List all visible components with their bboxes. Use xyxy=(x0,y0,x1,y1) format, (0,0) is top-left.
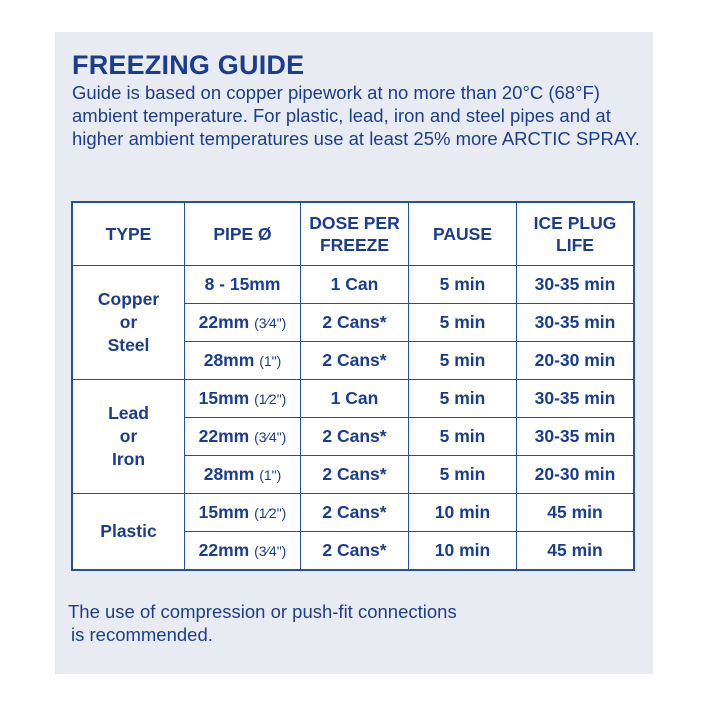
dose-cell: 2 Cans* xyxy=(301,304,409,342)
ice-plug-life-cell: 20-30 min xyxy=(517,342,635,380)
pipe-size-inch: (3⁄4") xyxy=(254,315,287,331)
ice-plug-life-cell: 45 min xyxy=(517,532,635,571)
pipe-cell xyxy=(185,380,301,418)
pipe-cell xyxy=(185,342,301,380)
header-pipe-diameter: PIPE Ø xyxy=(185,202,301,266)
pause-cell: 5 min xyxy=(409,266,517,304)
pipe-cell xyxy=(185,304,301,342)
dose-cell: 2 Cans* xyxy=(301,494,409,532)
pause-cell: 5 min xyxy=(409,304,517,342)
pipe-size-inch: (3⁄4") xyxy=(254,429,287,445)
pipe-size-inch: (1") xyxy=(259,353,282,369)
ice-plug-life-cell: 30-35 min xyxy=(517,380,635,418)
pipe-cell xyxy=(185,532,301,571)
pipe-size-inch: (1⁄2") xyxy=(254,391,287,407)
pipe-size: 15mm xyxy=(198,502,250,522)
dose-cell: 1 Can xyxy=(301,380,409,418)
pause-cell: 10 min xyxy=(409,494,517,532)
page-title: FREEZING GUIDE xyxy=(72,50,305,80)
type-cell xyxy=(72,494,185,571)
type-cell xyxy=(72,380,185,494)
header-dose-per-freeze xyxy=(301,202,409,266)
intro-text: Guide is based on copper pipework at no more than 20°C (68°F) ambient temperature. For plastic, lead, iron and steel pipes and at higher ambient temperatures use at least 25% more ARCTIC SPRAY. xyxy=(72,82,640,149)
type-line: Lead xyxy=(108,403,149,423)
dose-cell: 2 Cans* xyxy=(301,532,409,571)
type-line: or xyxy=(119,426,138,446)
type-line: Steel xyxy=(107,335,150,355)
header-type: TYPE xyxy=(72,202,185,266)
pipe-cell xyxy=(185,418,301,456)
pause-cell: 5 min xyxy=(409,380,517,418)
dose-cell: 2 Cans* xyxy=(301,342,409,380)
pipe-size: 28mm xyxy=(203,350,255,370)
type-line: Copper xyxy=(97,289,160,309)
ice-plug-life-cell: 45 min xyxy=(517,494,635,532)
pipe-size: 22mm xyxy=(198,540,250,560)
dose-cell: 2 Cans* xyxy=(301,418,409,456)
table-body xyxy=(72,266,634,571)
footer-line-2: is recommended. xyxy=(71,624,213,645)
ice-plug-life-cell: 30-35 min xyxy=(517,418,635,456)
type-cell xyxy=(72,266,185,380)
header-pause: PAUSE xyxy=(409,202,517,266)
type-line: or xyxy=(119,312,138,332)
pipe-size: 22mm xyxy=(198,312,250,332)
footer-line-1: The use of compression or push-fit connections xyxy=(68,601,457,622)
freezing-guide-panel xyxy=(55,32,653,674)
pipe-size: 15mm xyxy=(198,388,250,408)
header-dose-text: DOSE PER FREEZE xyxy=(309,213,400,255)
pause-cell: 5 min xyxy=(409,342,517,380)
dose-cell: 1 Can xyxy=(301,266,409,304)
ice-plug-life-cell: 30-35 min xyxy=(517,304,635,342)
table-row xyxy=(72,380,634,418)
type-line: Iron xyxy=(111,449,146,469)
pause-cell: 10 min xyxy=(409,532,517,571)
pipe-cell xyxy=(185,494,301,532)
pipe-cell xyxy=(185,456,301,494)
ice-plug-life-cell: 20-30 min xyxy=(517,456,635,494)
type-line: Plastic xyxy=(100,521,157,541)
header-life-text: ICE PLUG LIFE xyxy=(533,213,617,255)
pause-cell: 5 min xyxy=(409,418,517,456)
pipe-cell xyxy=(185,266,301,304)
pipe-size-inch: (1⁄2") xyxy=(254,505,287,521)
header-ice-plug-life xyxy=(517,202,635,266)
pause-cell: 5 min xyxy=(409,456,517,494)
pipe-size-inch: (1") xyxy=(259,467,282,483)
table-row xyxy=(72,266,634,304)
table-header-row xyxy=(72,202,634,266)
pipe-size: 28mm xyxy=(203,464,255,484)
table-row xyxy=(72,494,634,532)
dose-cell: 2 Cans* xyxy=(301,456,409,494)
pipe-size-inch: (3⁄4") xyxy=(254,543,287,559)
pipe-size: 8 - 15mm xyxy=(204,274,281,294)
footer-note xyxy=(68,600,638,646)
freezing-guide-table xyxy=(71,201,635,571)
ice-plug-life-cell: 30-35 min xyxy=(517,266,635,304)
pipe-size: 22mm xyxy=(198,426,250,446)
